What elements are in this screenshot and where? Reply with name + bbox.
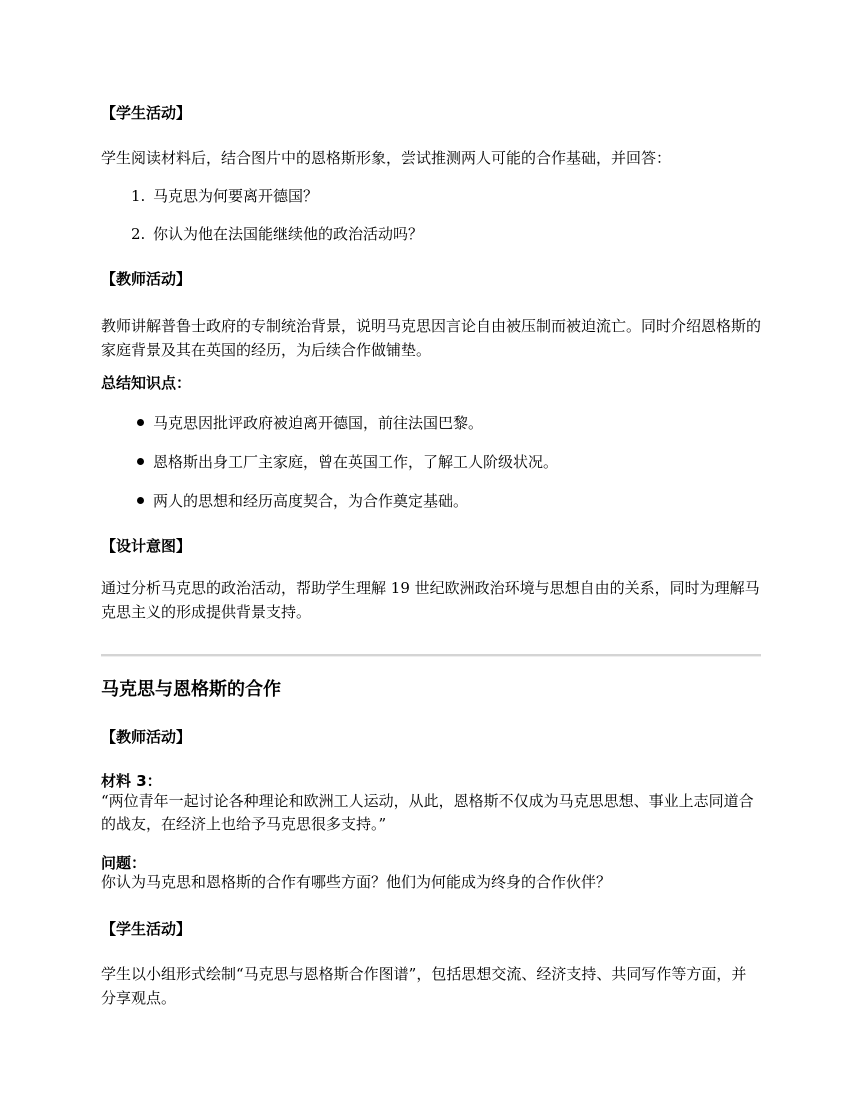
- question-item-2: [131, 224, 423, 244]
- design-intent-heading: 【设计意图】: [101, 537, 192, 555]
- summary-point-text-3: 两人的思想和经历高度契合，为合作奠定基础。: [153, 492, 469, 510]
- section-title: 马克思与恩格斯的合作: [101, 679, 281, 700]
- material-label: 材料 3：: [101, 772, 162, 790]
- summary-point-3: [137, 491, 468, 511]
- question-number-1: 1.: [131, 187, 146, 205]
- bullet-icon: [137, 419, 144, 426]
- material-quote: “两位青年一起讨论各种理论和欧洲工人运动，从此，恩格斯不仅成为马克思思想、事业上志同道合的战友，在经济上也给予马克思很多支持。”: [101, 792, 754, 833]
- student-activity-intro: 学生阅读材料后，结合图片中的恩格斯形象，尝试推测两人可能的合作基础，并回答：: [101, 149, 672, 167]
- design-intent-text: 通过分析马克思的政治活动，帮助学生理解 19 世纪欧洲政治环境与思想自由的关系，同时为理解马克思主义的形成提供背景支持。: [101, 579, 760, 621]
- question-text: 你认为马克思和恩格斯的合作有哪些方面？他们为何能成为终身的合作伙伴？: [101, 873, 612, 891]
- question-number-2: 2.: [131, 225, 146, 243]
- summary-point-1: [137, 413, 483, 433]
- section-divider: [101, 654, 761, 657]
- bullet-icon: [137, 458, 144, 465]
- summary-point-2: [137, 452, 558, 472]
- question-text-2: 你认为他在法国能继续他的政治活动吗？: [153, 225, 424, 243]
- teacher-activity-heading: 【教师活动】: [101, 270, 192, 288]
- teacher-activity-heading-2: 【教师活动】: [101, 728, 192, 746]
- teacher-activity-text: 教师讲解普鲁士政府的专制统治背景，说明马克思因言论自由被压制而被迫流亡。同时介绍恩格斯的家庭背景及其在英国的经历，为后续合作做铺垫。: [101, 317, 762, 359]
- summary-point-text-1: 马克思因批评政府被迫离开德国，前往法国巴黎。: [153, 414, 484, 432]
- bullet-icon: [137, 497, 144, 504]
- summary-label: 总结知识点：: [101, 374, 192, 392]
- question-item-1: [131, 186, 318, 206]
- student-activity-text-2: 学生以小组形式绘制“马克思与恩格斯合作图谱”，包括思想交流、经济支持、共同写作等方面，并分享观点。: [101, 965, 747, 1007]
- question-label: 问题：: [101, 854, 147, 872]
- question-text-1: 马克思为何要离开德国？: [153, 187, 319, 205]
- student-activity-heading: 【学生活动】: [101, 104, 192, 122]
- student-activity-heading-2: 【学生活动】: [101, 920, 192, 938]
- summary-point-text-2: 恩格斯出身工厂主家庭，曾在英国工作，了解工人阶级状况。: [153, 453, 559, 471]
